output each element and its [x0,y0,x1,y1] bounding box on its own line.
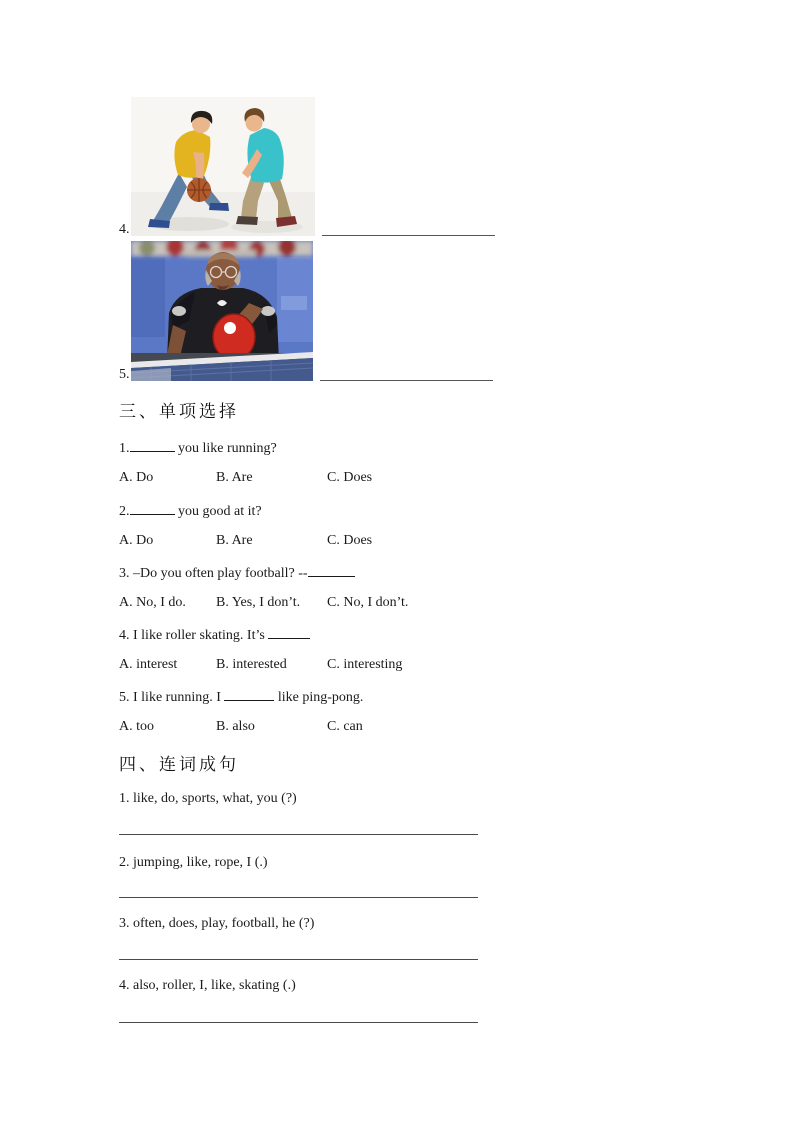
mc-option: C. No, I don’t. [327,595,409,610]
mc-option: A. too [119,719,154,734]
section-heading-sentence-ordering: 四、连词成句 [119,755,239,774]
mc-option: C. can [327,719,363,734]
mc-option: B. Yes, I don’t. [216,595,301,610]
sentence-item: 2. jumping, like, rope, I (.) [119,855,268,870]
sentence-item: 1. like, do, sports, what, you (?) [119,791,297,806]
writing-line [119,834,478,835]
mc-stem-text: 5. I like running. I [119,690,225,705]
mc-option: C. interesting [327,657,403,672]
mc-stem-text: 4. I like roller skating. It’s [119,628,269,643]
mc-stem-text: you good at it? [174,504,262,519]
answer-line [320,380,493,381]
mc-option: A. interest [119,657,178,672]
mc-question-stem [119,501,262,519]
mc-option: A. Do [119,533,154,548]
mc-option: A. Do [119,470,154,485]
mc-option: B. Are [216,533,253,548]
mc-answer-blank [130,438,175,452]
answer-line [322,235,495,236]
mc-answer-blank [130,501,175,515]
writing-line [119,959,478,960]
table-tennis-photo [131,241,313,381]
mc-stem-text: 1. [119,441,130,456]
basketball-photo [131,97,315,236]
mc-question-stem [119,563,355,581]
mc-answer-blank [308,563,355,577]
mc-option: C. Does [327,470,373,485]
mc-stem-text: you like running? [174,441,277,456]
mc-answer-blank [268,625,310,639]
basketball-photo-illustration [131,97,315,236]
mc-stem-text: like ping-pong. [274,690,364,705]
section-heading-multiple-choice: 三、单项选择 [119,402,239,421]
writing-line [119,897,478,898]
mc-stem-text: 2. [119,504,130,519]
table-tennis-photo-illustration [131,241,313,381]
mc-answer-blank [224,687,274,701]
photo-number-label: 5. [119,367,130,382]
mc-question-stem [119,625,310,643]
mc-option: B. Are [216,470,253,485]
sentence-item: 3. often, does, play, football, he (?) [119,916,315,931]
mc-option: B. also [216,719,255,734]
mc-question-stem [119,438,277,456]
mc-option: C. Does [327,533,373,548]
writing-line [119,1022,478,1023]
mc-option: B. interested [216,657,287,672]
mc-option: A. No, I do. [119,595,186,610]
mc-question-stem [119,687,363,705]
mc-stem-text: 3. –Do you often play football? -- [119,566,308,581]
photo-number-label: 4. [119,222,130,237]
sentence-item: 4. also, roller, I, like, skating (.) [119,978,296,993]
